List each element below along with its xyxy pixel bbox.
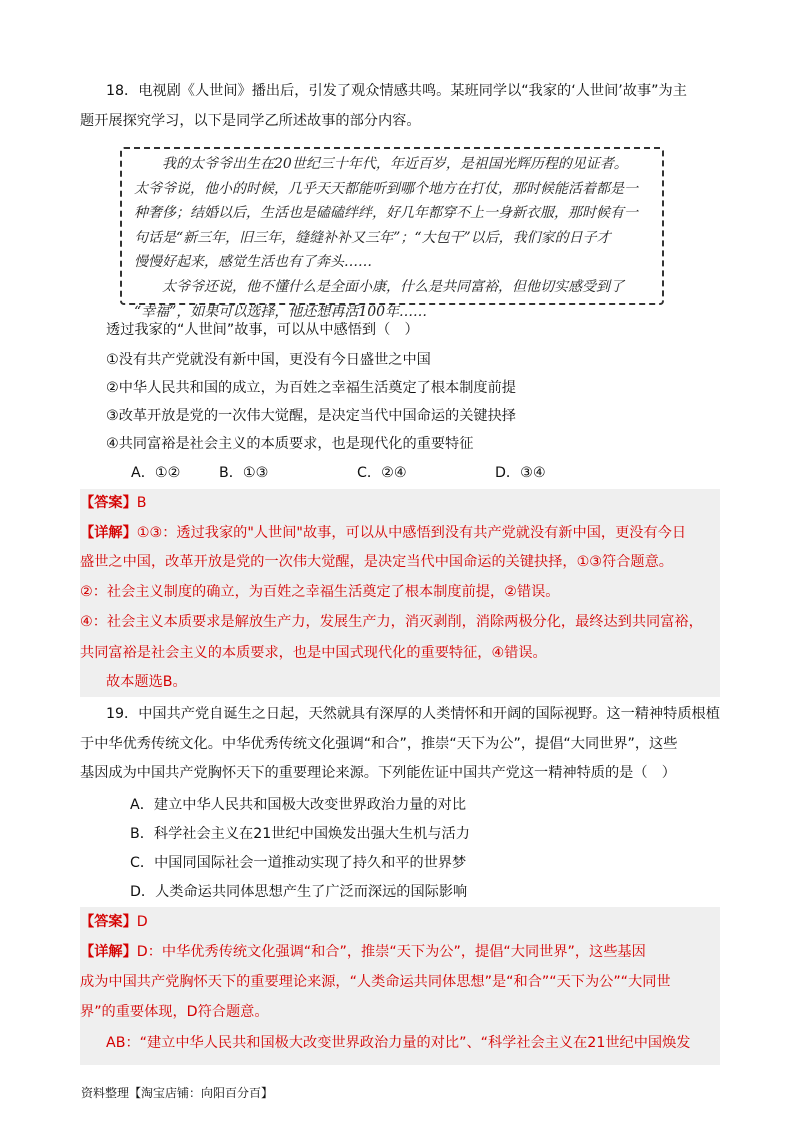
q19-option-c: C．中国同国际社会一道推动实现了持久和平的世界梦 [130, 855, 467, 871]
q19-stem-line-2: 于中华优秀传统文化。中华优秀传统文化强调“和合”，推崇“天下为公”，提倡“大同世界”，这些 [80, 736, 678, 752]
q19-detail-line-1 [80, 941, 646, 963]
answer-label: 【答案】 [80, 914, 137, 930]
choice-d: D．③④ [495, 465, 546, 481]
q18-detail-line-1 [80, 522, 686, 544]
q19-stem-line-3: 基因成为中国共产党胸怀天下的重要理论来源。下列能佐证中国共产党这一精神特质的是（ ） [80, 765, 676, 781]
answer-value: B [136, 495, 147, 511]
q18-stem-line-1: 18．电视剧《人世间》播出后，引发了观众情感共鸣。某班同学以“我家的‘人世间’故事”为主 [106, 83, 687, 99]
answer-value: D [136, 914, 148, 930]
choice-b: B．①③ [219, 465, 269, 481]
passage-line: 句话是“新三年，旧三年，缝缝补补又三年”；“大包干”以后，我们家的日子才 [134, 229, 611, 246]
q19-detail-line-4: AB：“建立中华人民共和国极大改变世界政治力量的对比”、“科学社会主义在21世纪中国焕发 [106, 1035, 691, 1051]
passage-line: 我的太爷爷出生在20世纪三十年代，年近百岁，是祖国光辉历程的见证者。 [134, 156, 628, 172]
passage-line: 太爷爷说，他小的时候，几乎天天都能听到哪个地方在打仗，那时候能活着都是一 [134, 180, 638, 197]
detail-text: D：中华优秀传统文化强调“和合”，推崇“天下为公”，提倡“大同世界”，这些基因 [136, 944, 646, 960]
q18-item-3: ③改革开放是党的一次伟大觉醒，是决定当代中国命运的关键抉择 [106, 408, 516, 424]
q18-item-1: ①没有共产党就没有新中国，更没有今日盛世之中国 [106, 352, 431, 368]
q18-detail-line-3: ②：社会主义制度的确立，为百姓之幸福生活奠定了根本制度前提，②错误。 [80, 584, 560, 600]
q18-stem-line-2: 题开展探究学习，以下是同学乙所述故事的部分内容。 [80, 113, 421, 129]
q18-choices [131, 462, 546, 484]
q19-answer [80, 911, 148, 933]
passage-line: 太爷爷还说，他不懂什么是全面小康，什么是共同富裕，但他切实感受到了 [134, 278, 624, 295]
q19-option-b: B．科学社会主义在21世纪中国焕发出强大生机与活力 [130, 826, 470, 842]
q18-conclusion: 故本题选B。 [106, 674, 187, 690]
q18-story-passage [120, 147, 664, 320]
q18-item-2: ②中华人民共和国的成立，为百姓之幸福生活奠定了根本制度前提 [106, 380, 516, 396]
q18-question: 透过我家的“人世间”故事，可以从中感悟到（ ） [106, 322, 419, 338]
q19-detail-line-3: 界”的重要体现，D符合题意。 [80, 1004, 269, 1020]
answer-label: 【答案】 [80, 495, 137, 511]
passage-line: “幸福”，如果可以选择，他还想再活100年…… [134, 303, 428, 320]
q18-detail-line-5: 共同富裕是社会主义的本质要求，也是中国式现代化的重要特征，④错误。 [80, 645, 547, 661]
q19-detail-line-2: 成为中国共产党胸怀天下的重要理论来源，“人类命运共同体思想”是“和合”“天下为公”“大同世 [80, 974, 671, 990]
q18-item-4: ④共同富裕是社会主义的本质要求，也是现代化的重要特征 [106, 436, 474, 452]
q19-stem-line-1: 19．中国共产党自诞生之日起，天然就具有深厚的人类情怀和开阔的国际视野。这一精神特质根植 [106, 706, 720, 722]
q18-answer [80, 492, 147, 514]
q18-detail-line-2: 盛世之中国，改革开放是党的一次伟大觉醒，是决定当代中国命运的关键抉择，①③符合题意。 [80, 554, 673, 570]
choice-a: A．①② [131, 465, 181, 481]
choice-c: C．②④ [357, 465, 407, 481]
detail-label: 【详解】 [80, 944, 137, 960]
q19-option-d: D．人类命运共同体思想产生了广泛而深远的国际影响 [130, 884, 468, 900]
q19-option-a: A．建立中华人民共和国极大改变世界政治力量的对比 [130, 797, 467, 813]
passage-line: 种奢侈；结婚以后，生活也是磕磕绊绊，好几年都穿不上一身新衣服，那时候有一 [134, 205, 638, 222]
detail-text: ①③：透过我家的"人世间"故事，可以从中感悟到没有共产党就没有新中国，更没有今日 [136, 525, 687, 541]
passage-line: 慢慢好起来，感觉生活也有了奔头…… [134, 254, 372, 271]
q18-detail-line-4: ④：社会主义本质要求是解放生产力，发展生产力，消灭剥削，消除两极分化，最终达到共同富裕， [80, 614, 703, 630]
detail-label: 【详解】 [80, 525, 137, 541]
page-footer: 资料整理【淘宝店铺：向阳百分百】 [81, 1086, 274, 1100]
